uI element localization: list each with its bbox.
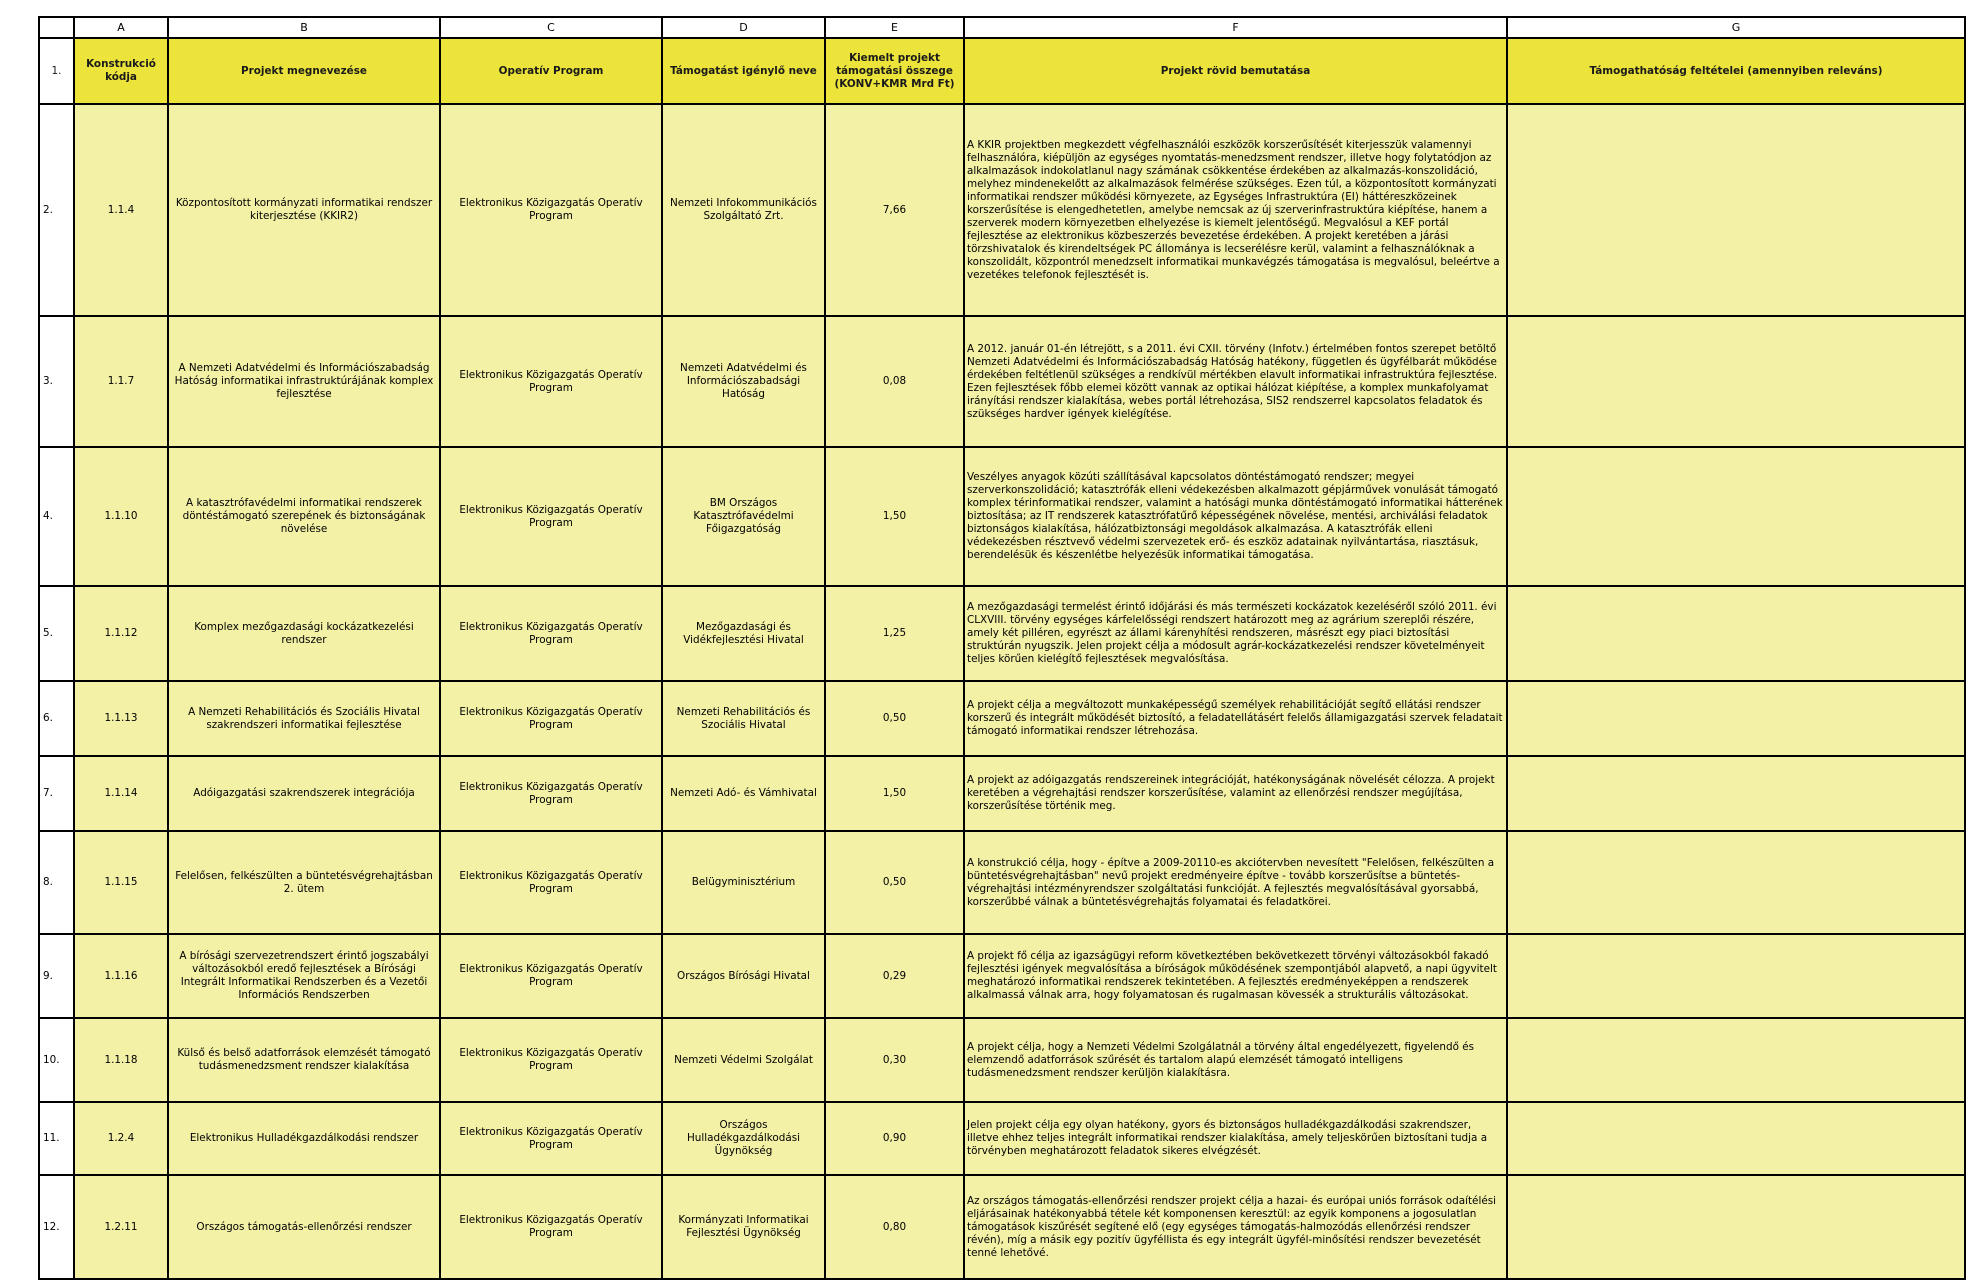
table-row	[39, 447, 1965, 586]
conditions-cell[interactable]	[1507, 1102, 1965, 1175]
table-row	[39, 831, 1965, 934]
operative-program-cell[interactable]: Elektronikus Közigazgatás Operatív Program	[440, 316, 662, 447]
conditions-cell[interactable]	[1507, 104, 1965, 316]
conditions-cell[interactable]	[1507, 586, 1965, 681]
description-cell[interactable]: A projekt célja a megváltozott munkaképességű személyek rehabilitációját segítő ellátási rendszer korszerű és integrált működését biztosító, a feladatellátásért felelős államigazgatási szervek feladatait támogató informatikai rendszer létrehozása.	[964, 681, 1507, 756]
operative-program-cell[interactable]: Elektronikus Közigazgatás Operatív Program	[440, 1018, 662, 1102]
applicant-cell[interactable]: Kormányzati Informatikai Fejlesztési Ügynökség	[662, 1175, 825, 1279]
code-cell[interactable]: 1.1.14	[74, 756, 168, 831]
applicant-cell[interactable]: Nemzeti Adó- és Vámhivatal	[662, 756, 825, 831]
conditions-cell[interactable]	[1507, 934, 1965, 1018]
row-number[interactable]: 5.	[39, 586, 74, 681]
amount-cell[interactable]: 0,29	[825, 934, 964, 1018]
conditions-cell[interactable]	[1507, 681, 1965, 756]
operative-program-cell[interactable]: Elektronikus Közigazgatás Operatív Program	[440, 756, 662, 831]
row-number[interactable]: 8.	[39, 831, 74, 934]
header-cell[interactable]: Konstrukció kódja	[74, 38, 168, 104]
operative-program-cell[interactable]: Elektronikus Közigazgatás Operatív Program	[440, 831, 662, 934]
description-cell[interactable]: A projekt az adóigazgatás rendszereinek integrációját, hatékonyságának növelését célozza. A projekt keretében a végrehajtási rendszer korszerűsítése, valamint az ellenőrzési rendszer megújítása, korszerűsítése történik meg.	[964, 756, 1507, 831]
conditions-cell[interactable]	[1507, 756, 1965, 831]
table-row	[39, 316, 1965, 447]
header-cell[interactable]: Kiemelt projekt támogatási összege (KONV+KMR Mrd Ft)	[825, 38, 964, 104]
applicant-cell[interactable]: Mezőgazdasági és Vidékfejlesztési Hivatal	[662, 586, 825, 681]
description-cell[interactable]: A mezőgazdasági termelést érintő időjárási és más természeti kockázatok kezeléséről szóló 2011. évi CLXVIII. törvény egységes kárfelelősségi rendszert határozott meg az agrárium szereplői részére, amely két pilléren, egyrészt az állami kárenyhítési rendszeren, másrészt egy piaci biztosítási struktúrán nyugszik. Jelen projekt célja a módosult agrár-kockázatkezelési rendszer követelményeit teljes körűen kielégítő fejlesztések megvalósítása.	[964, 586, 1507, 681]
row-number[interactable]: 7.	[39, 756, 74, 831]
project-name-cell[interactable]: A bírósági szervezetrendszert érintő jogszabályi változásokból eredő fejlesztések a Bírósági Integrált Informatikai Rendszerben és a Vezetői Információs Rendszerben	[168, 934, 440, 1018]
row-number[interactable]: 9.	[39, 934, 74, 1018]
description-cell[interactable]: Jelen projekt célja egy olyan hatékony, gyors és biztonságos hulladékgazdálkodási szakrendszer, illetve ehhez teljes integrált informatikai rendszer kialakítása, amely teljeskörűen biztosítani tudja a törvényben meghatározott feladatok sikeres elvégzését.	[964, 1102, 1507, 1175]
amount-cell[interactable]: 1,50	[825, 447, 964, 586]
description-cell[interactable]: Veszélyes anyagok közúti szállításával kapcsolatos döntéstámogató rendszer; megyei szerverkonszolidáció; katasztrófák elleni védekezésben alkalmazott gépjárművek vonulását támogató komplex térinformatikai rendszer, valamint a hatósági munka döntéstámogató informatikai hátterének biztosítása; az IT rendszerek katasztrófatűrő képességének növelése, mentési, archiválási feladatok biztonságos kialakítása, hálózatbiztonsági megoldások alkalmazása. A katasztrófák elleni védekezésben résztvevő védelmi szervezetek erő- és eszköz adatainak nyilvántartása, riasztásuk, berendelésük és készenlétbe helyezésük informatikai támogatása.	[964, 447, 1507, 586]
row-number[interactable]: 2.	[39, 104, 74, 316]
code-cell[interactable]: 1.1.16	[74, 934, 168, 1018]
code-cell[interactable]: 1.1.7	[74, 316, 168, 447]
row-number[interactable]: 11.	[39, 1102, 74, 1175]
corner-cell[interactable]	[39, 17, 74, 38]
table-row	[39, 756, 1965, 831]
conditions-cell[interactable]	[1507, 1175, 1965, 1279]
project-name-cell[interactable]: Elektronikus Hulladékgazdálkodási rendszer	[168, 1102, 440, 1175]
description-cell[interactable]: Az országos támogatás-ellenőrzési rendszer projekt célja a hazai- és európai uniós források odaítélési eljárásainak hatékonyabbá tétele két komponensen keresztül: az egyik komponens a jogosulatlan támogatások kiszűrését segítené elő (egy egységes támogatás-halmozódás ellenőrzési rendszer révén), míg a másik egy pozitív ügyféllista és egy integrált ügyfél-minősítési rendszer bevezetését tenné lehetővé.	[964, 1175, 1507, 1279]
table-row	[39, 1018, 1965, 1102]
amount-cell[interactable]: 1,25	[825, 586, 964, 681]
header-row	[39, 38, 1965, 104]
description-cell[interactable]: A konstrukció célja, hogy - építve a 2009-20110-es akciótervben nevesített "Felelősen, felkészülten a büntetésvégrehajtásban" nevű projekt eredményeire építve - tovább korszerűsítse a büntetés-végrehajtási intézményrendszer szolgáltatási funkcióját. A fejlesztés megvalósításával gyorsabbá, korszerűbbé válnak a büntetésvégrehajtás folyamatai és feladatkörei.	[964, 831, 1507, 934]
table-row	[39, 104, 1965, 316]
code-cell[interactable]: 1.2.11	[74, 1175, 168, 1279]
applicant-cell[interactable]: Nemzeti Adatvédelmi és Információszabadsági Hatóság	[662, 316, 825, 447]
column-letter[interactable]: B	[168, 17, 440, 38]
table-row	[39, 1102, 1965, 1175]
operative-program-cell[interactable]: Elektronikus Közigazgatás Operatív Program	[440, 1102, 662, 1175]
table-row	[39, 1175, 1965, 1279]
header-cell[interactable]: Projekt megnevezése	[168, 38, 440, 104]
amount-cell[interactable]: 0,50	[825, 831, 964, 934]
header-cell[interactable]: Operatív Program	[440, 38, 662, 104]
row-number[interactable]: 12.	[39, 1175, 74, 1279]
applicant-cell[interactable]: Nemzeti Védelmi Szolgálat	[662, 1018, 825, 1102]
code-cell[interactable]: 1.1.18	[74, 1018, 168, 1102]
description-cell[interactable]: A projekt célja, hogy a Nemzeti Védelmi Szolgálatnál a törvény által engedélyezett, figyelendő és elemzendő adatforrások szűrését és tartalom alapú elemzését támogató intelligens tudásmenedzsment rendszer kerüljön kialakításra.	[964, 1018, 1507, 1102]
operative-program-cell[interactable]: Elektronikus Közigazgatás Operatív Program	[440, 934, 662, 1018]
row-number[interactable]: 1.	[39, 38, 74, 104]
column-letter[interactable]: F	[964, 17, 1507, 38]
project-name-cell[interactable]: Központosított kormányzati informatikai rendszer kiterjesztése (KKIR2)	[168, 104, 440, 316]
conditions-cell[interactable]	[1507, 831, 1965, 934]
row-number[interactable]: 3.	[39, 316, 74, 447]
amount-cell[interactable]: 0,50	[825, 681, 964, 756]
applicant-cell[interactable]: Országos Hulladékgazdálkodási Ügynökség	[662, 1102, 825, 1175]
project-name-cell[interactable]: Külső és belső adatforrások elemzését támogató tudásmenedzsment rendszer kialakítása	[168, 1018, 440, 1102]
column-letter-row	[39, 17, 1965, 38]
conditions-cell[interactable]	[1507, 447, 1965, 586]
table-row	[39, 934, 1965, 1018]
amount-cell[interactable]: 0,30	[825, 1018, 964, 1102]
code-cell[interactable]: 1.1.4	[74, 104, 168, 316]
row-number[interactable]: 4.	[39, 447, 74, 586]
operative-program-cell[interactable]: Elektronikus Közigazgatás Operatív Program	[440, 104, 662, 316]
description-cell[interactable]: A 2012. január 01-én létrejött, s a 2011. évi CXII. törvény (Infotv.) értelmében fontos szerepet betöltő Nemzeti Adatvédelmi és Információszabadság Hatóság hatékony, független és ügyfélbarát működése érdekében feltétlenül szükséges a rendkívül mértékben elavult informatikai infrastruktúra fejlesztése. Ezen fejlesztések főbb elemei között vannak az optikai hálózat kiépítése, a komplex munkafolyamat irányítási rendszer kialakítása, webes portál létrehozása, SIS2 rendszerrel kapcsolatos feladatok és szükséges hardver igények kielégítése.	[964, 316, 1507, 447]
amount-cell[interactable]: 0,80	[825, 1175, 964, 1279]
operative-program-cell[interactable]: Elektronikus Közigazgatás Operatív Program	[440, 1175, 662, 1279]
code-cell[interactable]: 1.1.10	[74, 447, 168, 586]
project-name-cell[interactable]: Országos támogatás-ellenőrzési rendszer	[168, 1175, 440, 1279]
amount-cell[interactable]: 0,90	[825, 1102, 964, 1175]
description-cell[interactable]: A projekt fő célja az igazságügyi reform következtében bekövetkezett törvényi változásokból fakadó fejlesztési igények megvalósítása a bíróságok működésének szempontjából alapvető, a napi ügyvitelt meghatározó informatikai rendszerek tekintetében. A fejlesztés eredményeképpen a rendszerek alkalmassá válnak arra, hogy folyamatosan és rugalmasan kövessék a strukturális változásokat.	[964, 934, 1507, 1018]
code-cell[interactable]: 1.1.13	[74, 681, 168, 756]
applicant-cell[interactable]: Nemzeti Infokommunikációs Szolgáltató Zrt.	[662, 104, 825, 316]
project-name-cell[interactable]: A katasztrófavédelmi informatikai rendszerek döntéstámogató szerepének és biztonságának növelése	[168, 447, 440, 586]
description-cell[interactable]: A KKIR projektben megkezdett végfelhasználói eszközök korszerűsítését kiterjesszük valamennyi felhasználóra, kiépüljön az egységes nyomtatás-menedzsment rendszer, illetve hogy folytatódjon az alkalmazások indokolatlanul nagy számának csökkentése érdekében az alkalmazás-konszolidáció, melyhez mindenekelőtt az alkalmazások felmérése szükséges. Ezen túl, a központosított kormányzati informatikai rendszer működési környezete, az Egységes Infrastruktúra (EI) háttéreszközeinek korszerűsítése is elengedhetetlen, amelybe nemcsak az új szerverinfrastruktúra kiépítése, hanem a szerverek modern környezetben elhelyezése is kiemelt jelentőségű. Megvalósul a KEF portál fejlesztése az elektronikus közbeszerzés bevezetése érdekében. A projekt keretében a járási törzshivatalok és kirendeltségek PC állománya is lecserélésre kerül, valamint a felhasználóknak a konszolidált, központról menedzselt informatikai munkavégzés támogatása is megvalósul, beleértve a vezetékes telefonok fejlesztését is.	[964, 104, 1507, 316]
project-name-cell[interactable]: A Nemzeti Rehabilitációs és Szociális Hivatal szakrendszeri informatikai fejlesztése	[168, 681, 440, 756]
amount-cell[interactable]: 1,50	[825, 756, 964, 831]
amount-cell[interactable]: 7,66	[825, 104, 964, 316]
column-letter[interactable]: A	[74, 17, 168, 38]
operative-program-cell[interactable]: Elektronikus Közigazgatás Operatív Program	[440, 586, 662, 681]
applicant-cell[interactable]: Belügyminisztérium	[662, 831, 825, 934]
column-letter[interactable]: G	[1507, 17, 1965, 38]
header-cell[interactable]: Támogathatóság feltételei (amennyiben releváns)	[1507, 38, 1965, 104]
applicant-cell[interactable]: Nemzeti Rehabilitációs és Szociális Hivatal	[662, 681, 825, 756]
conditions-cell[interactable]	[1507, 1018, 1965, 1102]
header-cell[interactable]: Projekt rövid bemutatása	[964, 38, 1507, 104]
column-letter[interactable]: E	[825, 17, 964, 38]
applicant-cell[interactable]: Országos Bírósági Hivatal	[662, 934, 825, 1018]
row-number[interactable]: 10.	[39, 1018, 74, 1102]
applicant-cell[interactable]: BM Országos Katasztrófavédelmi Főigazgatóság	[662, 447, 825, 586]
project-name-cell[interactable]: A Nemzeti Adatvédelmi és Információszabadság Hatóság informatikai infrastruktúrájának komplex fejlesztése	[168, 316, 440, 447]
table-row	[39, 681, 1965, 756]
header-cell[interactable]: Támogatást igénylő neve	[662, 38, 825, 104]
project-name-cell[interactable]: Adóigazgatási szakrendszerek integrációja	[168, 756, 440, 831]
code-cell[interactable]: 1.1.15	[74, 831, 168, 934]
table-row	[39, 586, 1965, 681]
code-cell[interactable]: 1.1.12	[74, 586, 168, 681]
amount-cell[interactable]: 0,08	[825, 316, 964, 447]
code-cell[interactable]: 1.2.4	[74, 1102, 168, 1175]
operative-program-cell[interactable]: Elektronikus Közigazgatás Operatív Program	[440, 681, 662, 756]
project-name-cell[interactable]: Komplex mezőgazdasági kockázatkezelési rendszer	[168, 586, 440, 681]
conditions-cell[interactable]	[1507, 316, 1965, 447]
column-letter[interactable]: D	[662, 17, 825, 38]
operative-program-cell[interactable]: Elektronikus Közigazgatás Operatív Program	[440, 447, 662, 586]
column-letter[interactable]: C	[440, 17, 662, 38]
row-number[interactable]: 6.	[39, 681, 74, 756]
spreadsheet-table	[38, 16, 1966, 1280]
project-name-cell[interactable]: Felelősen, felkészülten a büntetésvégrehajtásban 2. ütem	[168, 831, 440, 934]
